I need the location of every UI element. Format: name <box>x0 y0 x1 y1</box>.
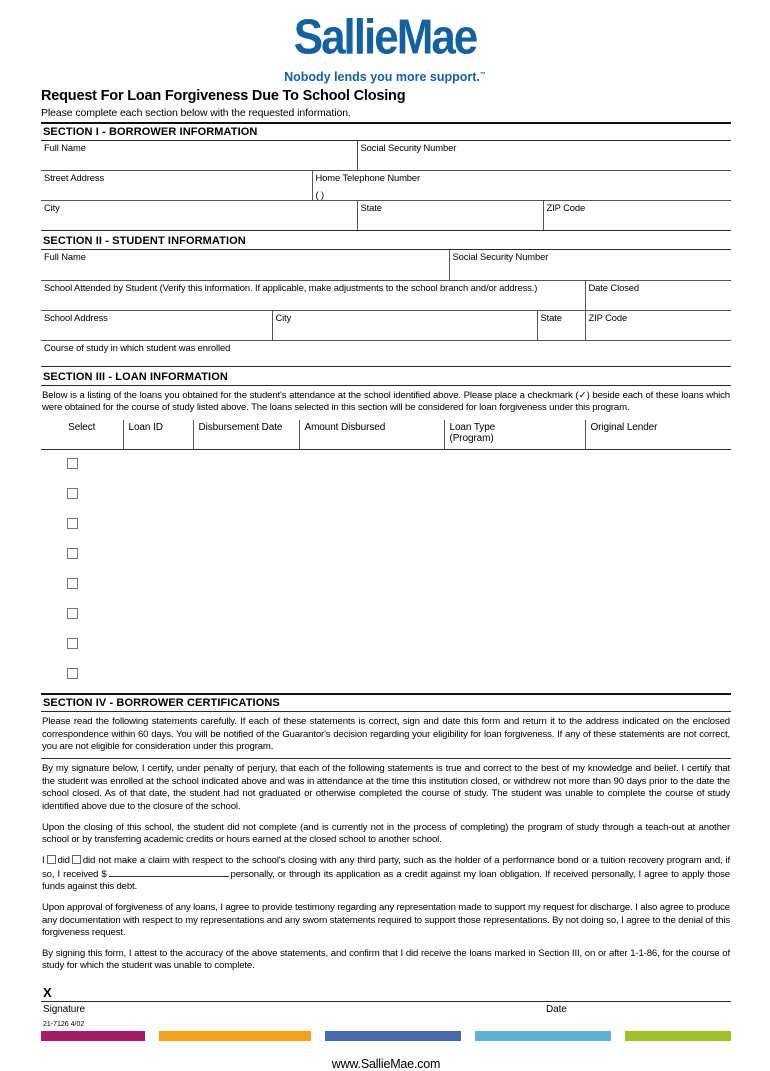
logo-word-mae: Mae <box>396 10 477 65</box>
loan-type-cell[interactable] <box>444 600 585 630</box>
amount-received-blank[interactable] <box>109 868 229 877</box>
student-row-name-ssn <box>41 250 731 280</box>
column-header-disbursement-date: Disbursement Date <box>193 420 299 450</box>
table-row <box>41 630 731 660</box>
color-gap-1 <box>145 1031 159 1041</box>
color-segment-magenta <box>41 1031 145 1041</box>
table-row <box>41 600 731 630</box>
student-label-school-attended: School Attended by Student (Verify this information. If applicable, make adjustments to the school branch and/or address.) <box>44 281 538 293</box>
loan-select-cell[interactable] <box>41 540 123 570</box>
loan-select-cell[interactable] <box>41 600 123 630</box>
checkbox-did[interactable] <box>47 855 56 864</box>
column-header-loan-id: Loan ID <box>123 420 193 450</box>
cert4-didnot-label: did not make a claim with respect to the school's closing with any third party, such as the holder of a performance bond or a tuition recovery program and, if so, I received $ <box>42 854 730 880</box>
color-segment-green <box>625 1031 731 1041</box>
loan-disbursement-date-cell[interactable] <box>193 660 299 690</box>
loan-table-header <box>41 420 731 450</box>
loan-lender-cell[interactable] <box>585 600 731 630</box>
column-header-select: Select <box>41 420 123 450</box>
signature-label: Signature <box>43 1004 85 1016</box>
trademark-mark: ™ <box>479 71 486 78</box>
loan-id-cell[interactable] <box>123 510 193 540</box>
borrower-information-fields <box>41 141 731 232</box>
column-header-loan-type-line2: (Program) <box>449 432 494 444</box>
logo-wordmark <box>293 10 477 65</box>
student-field-ssn[interactable] <box>449 250 731 280</box>
checkbox-loan-2[interactable] <box>67 488 78 499</box>
student-label-school-address: School Address <box>44 311 108 323</box>
field-label-city: City <box>44 202 60 214</box>
student-label-date-closed: Date Closed <box>588 281 640 293</box>
section-1-heading: SECTION I - BORROWER INFORMATION <box>43 125 258 138</box>
certification-paragraph-2: By my signature below, I certify, under penalty of perjury, that each of the following statements is true and correct to the best of my knowledge and belief. I certify that the student was enrolled at the school indicated above and was in attendance at the time this institution closed, or withdrew not more than 90 days prior to the date the school closed. As of that date, the student had not graduated or otherwise completed the course of study. The student was unable to complete the course of study identified above due to the closure of the school. <box>42 762 730 812</box>
certification-paragraph-3: Upon the closing of this school, the student did not complete (and is currently not in the process of completing) the program of study through a teach-out at another school or by transferring academic credits or hours earned at the closed school to another school. <box>42 821 730 846</box>
loan-amount-cell[interactable] <box>299 540 444 570</box>
table-row <box>41 450 731 480</box>
loan-type-cell[interactable] <box>444 630 585 660</box>
loan-disbursement-date-cell[interactable] <box>193 630 299 660</box>
form-number: 21-7126 4/02 <box>43 1021 85 1029</box>
field-label-ssn: Social Security Number <box>360 141 457 153</box>
student-field-school-attended[interactable] <box>41 280 585 310</box>
loan-type-cell[interactable] <box>444 570 585 600</box>
checkbox-did-not[interactable] <box>72 855 81 864</box>
student-row-school-date <box>41 280 731 310</box>
field-phone-parens: ( ) <box>315 189 325 201</box>
loan-lender-cell[interactable] <box>585 510 731 540</box>
student-label-full-name: Full Name <box>44 251 86 263</box>
field-label-zip: ZIP Code <box>546 202 586 214</box>
loan-id-cell[interactable] <box>123 600 193 630</box>
student-field-school-address[interactable] <box>41 310 272 340</box>
checkbox-loan-8[interactable] <box>67 668 78 679</box>
loan-disbursement-date-cell[interactable] <box>193 600 299 630</box>
loan-lender-cell[interactable] <box>585 450 731 480</box>
table-row <box>41 510 731 540</box>
student-field-city[interactable] <box>272 310 537 340</box>
loan-type-cell[interactable] <box>444 480 585 510</box>
loan-id-cell[interactable] <box>123 450 193 480</box>
field-state[interactable] <box>357 201 543 231</box>
student-field-state[interactable] <box>537 310 585 340</box>
student-field-course-of-study[interactable] <box>41 340 731 366</box>
loan-select-cell[interactable] <box>41 660 123 690</box>
color-segment-orange <box>159 1031 311 1041</box>
loan-select-cell[interactable] <box>41 510 123 540</box>
color-gap-4 <box>611 1031 625 1041</box>
certification-paragraph-5: Upon approval of forgiveness of any loans, I agree to provide testimony regarding any representation made to support my request for discharge. I also agree to produce any documentation with respect to my representations and any sworn statements required to support those representations. By not doing so, I agree to the denial of this forgiveness request. <box>42 901 730 939</box>
column-header-amount-disbursed: Amount Disbursed <box>299 420 444 450</box>
field-row-city-state-zip <box>41 201 731 231</box>
student-row-address-city-state-zip <box>41 310 731 340</box>
student-label-zip: ZIP Code <box>588 311 628 323</box>
student-label-city: City <box>275 311 292 323</box>
field-full-name[interactable] <box>41 141 357 171</box>
checkbox-loan-1[interactable] <box>67 458 78 469</box>
column-header-loan-type-line1: Loan Type <box>449 421 496 433</box>
field-label-home-phone: Home Telephone Number <box>315 172 421 184</box>
logo-word-sallie: Sallie <box>293 10 397 65</box>
checkbox-loan-7[interactable] <box>67 638 78 649</box>
checkbox-loan-3[interactable] <box>67 518 78 529</box>
loan-amount-cell[interactable] <box>299 450 444 480</box>
color-segment-light-blue <box>475 1031 611 1041</box>
loan-lender-cell[interactable] <box>585 570 731 600</box>
loan-disbursement-date-cell[interactable] <box>193 540 299 570</box>
certification-paragraph-6: By signing this form, I attest to the accuracy of the above statements, and confirm that I did receive the loans marked in Section III, on or after 1-1-86, for the course of study for which the student was unable to complete. <box>42 947 730 972</box>
signature-x-mark: X <box>43 985 52 1001</box>
section-3-heading: SECTION III - LOAN INFORMATION <box>43 370 228 383</box>
column-header-loan-type <box>444 420 585 450</box>
loan-table-body <box>41 450 731 690</box>
cert4-did-label: did <box>57 854 70 866</box>
checkbox-loan-6[interactable] <box>67 608 78 619</box>
loan-amount-cell[interactable] <box>299 510 444 540</box>
sallie-mae-logo <box>0 0 770 84</box>
loan-lender-cell[interactable] <box>585 480 731 510</box>
cert4-suffix: personally, or through its application as a credit against my loan obligation. If received personally, I agree to apply those funds against this debt. <box>42 868 730 893</box>
color-segment-blue <box>325 1031 461 1041</box>
loan-amount-cell[interactable] <box>299 600 444 630</box>
field-row-street-phone <box>41 171 731 201</box>
loan-select-cell[interactable] <box>41 450 123 480</box>
table-row <box>41 480 731 510</box>
student-field-full-name[interactable] <box>41 250 449 280</box>
logo-tagline-text: Nobody lends you more support. <box>284 70 480 84</box>
loan-type-cell[interactable] <box>444 450 585 480</box>
loan-amount-cell[interactable] <box>299 660 444 690</box>
loan-disbursement-date-cell[interactable] <box>193 570 299 600</box>
loan-id-cell[interactable] <box>123 570 193 600</box>
section-3-intro: Below is a listing of the loans you obtained for the student's attendance at the school identified above. Please place a checkmark (✓) beside each of these loans which were obtained for the course of study listed above. The loans selected in this section will be considered for loan forgiveness under this program. <box>42 389 730 414</box>
loan-id-cell[interactable] <box>123 540 193 570</box>
loan-id-cell[interactable] <box>123 660 193 690</box>
page-subtitle: Please complete each section below with the requested information. <box>41 106 351 119</box>
section-2-heading: SECTION II - STUDENT INFORMATION <box>43 235 246 248</box>
date-label: Date <box>546 1004 567 1016</box>
table-row <box>41 540 731 570</box>
field-label-street-address: Street Address <box>44 172 105 184</box>
checkbox-loan-4[interactable] <box>67 548 78 559</box>
student-label-state: State <box>540 311 562 323</box>
field-home-phone[interactable] <box>312 171 731 201</box>
color-gap-3 <box>461 1031 475 1041</box>
student-field-date-closed[interactable] <box>585 280 731 310</box>
brand-color-bar <box>41 1031 731 1041</box>
loan-type-cell[interactable] <box>444 660 585 690</box>
field-row-name-ssn <box>41 141 731 171</box>
page-title: Request For Loan Forgiveness Due To School Closing <box>41 88 406 104</box>
loan-amount-cell[interactable] <box>299 630 444 660</box>
student-label-ssn: Social Security Number <box>452 251 549 263</box>
field-zip[interactable] <box>543 201 731 231</box>
loan-information-table <box>41 420 731 690</box>
loan-select-cell[interactable] <box>41 630 123 660</box>
loan-type-cell[interactable] <box>444 510 585 540</box>
loan-lender-cell[interactable] <box>585 630 731 660</box>
student-information-fields <box>41 250 731 367</box>
field-street-address[interactable] <box>41 171 312 201</box>
field-ssn[interactable] <box>357 141 731 171</box>
student-row-course <box>41 340 731 366</box>
loan-disbursement-date-cell[interactable] <box>193 480 299 510</box>
table-row <box>41 570 731 600</box>
field-label-full-name: Full Name <box>44 141 86 153</box>
student-field-zip[interactable] <box>585 310 731 340</box>
loan-disbursement-date-cell[interactable] <box>193 450 299 480</box>
loan-select-cell[interactable] <box>41 570 123 600</box>
loan-lender-cell[interactable] <box>585 540 731 570</box>
field-city[interactable] <box>41 201 357 231</box>
column-header-original-lender: Original Lender <box>585 420 731 450</box>
student-label-course-of-study: Course of study in which student was enrolled <box>44 341 231 353</box>
checkbox-loan-5[interactable] <box>67 578 78 589</box>
logo-tagline <box>0 70 770 84</box>
section-4-heading: SECTION IV - BORROWER CERTIFICATIONS <box>43 696 280 709</box>
loan-id-cell[interactable] <box>123 630 193 660</box>
loan-id-cell[interactable] <box>123 480 193 510</box>
certification-paragraph-1: Please read the following statements carefully. If each of these statements is correct, sign and date this form and return it to the address indicated on the enclosed correspondence within 60 days. You will be notified of the Guarantor's decision regarding your eligibility for loan forgiveness. If any of these statements are not correct, you are not eligible for consideration under this program. <box>42 715 730 753</box>
loan-type-cell[interactable] <box>444 540 585 570</box>
cert4-prefix: I <box>42 854 45 866</box>
certification-paragraph-4 <box>41 851 731 898</box>
loan-disbursement-date-cell[interactable] <box>193 510 299 540</box>
signature-row <box>41 1002 731 1015</box>
loan-amount-cell[interactable] <box>299 570 444 600</box>
loan-lender-cell[interactable] <box>585 660 731 690</box>
field-label-state: State <box>360 202 382 214</box>
form-content <box>41 88 731 1071</box>
table-row <box>41 660 731 690</box>
color-gap-2 <box>311 1031 325 1041</box>
website-footer: www.SallieMae.com <box>331 1057 441 1071</box>
loan-select-cell[interactable] <box>41 480 123 510</box>
loan-amount-cell[interactable] <box>299 480 444 510</box>
